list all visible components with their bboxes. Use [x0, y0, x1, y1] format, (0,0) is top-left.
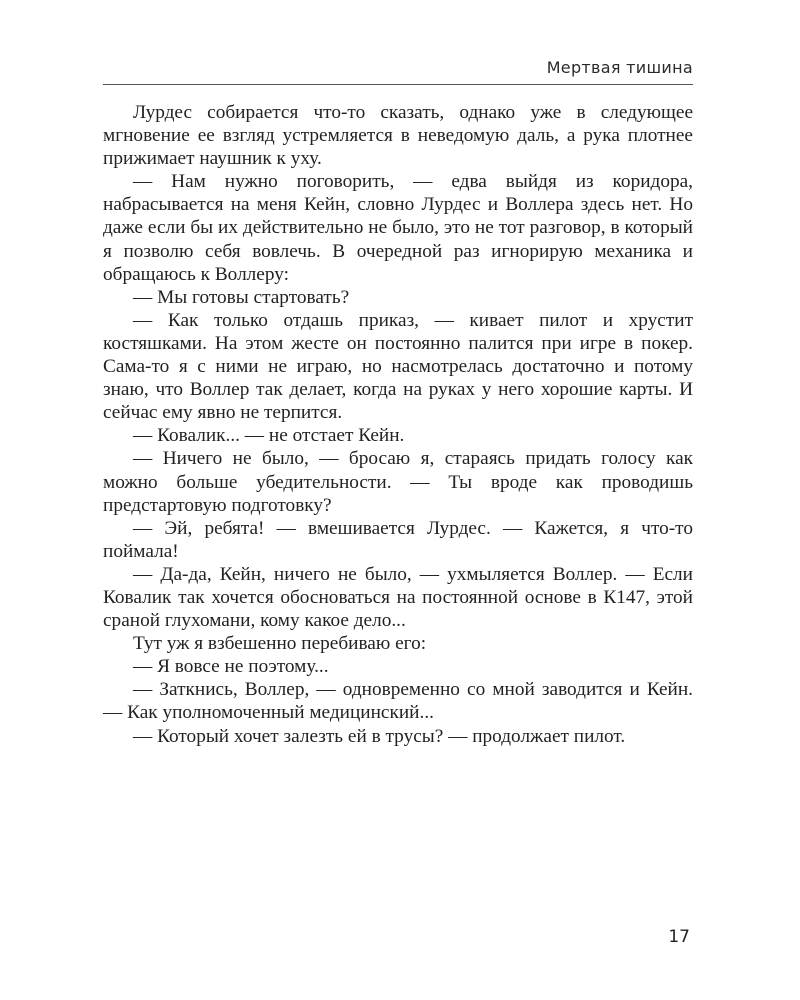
paragraph: — Который хочет залезть ей в трусы? — продолжает пилот.: [133, 725, 626, 747]
paragraph: — Я вовсе не поэтому...: [133, 656, 329, 678]
running-title: Мертвая тишина: [546, 58, 693, 77]
paragraph: — Нам нужно поговорить, — едва выйдя из коридора, набрасывается на меня Кейн, словно Лурдес и Воллера здесь нет. Но даже если бы их действительно не было, это не тот разговор, в который я позволю себя вовлечь. В очередной раз игнорирую механика и обращаюсь к Воллеру:: [103, 171, 693, 285]
paragraph: — Да-да, Кейн, ничего не было, — ухмыляется Воллер. — Если Ковалик так хочется обосноваться на постоянной основе в К147, этой сраной глухомани, кому какое дело...: [103, 563, 693, 632]
header-rule: [103, 84, 693, 85]
page-number: 17: [668, 927, 690, 947]
paragraph: — Эй, ребята! — вмешивается Лурдес. — Кажется, я что-то поймала!: [103, 517, 693, 562]
paragraph: Тут уж я взбешенно перебиваю его:: [133, 633, 427, 655]
paragraph: Лурдес собирается что-то сказать, однако уже в следующее мгновение ее взгляд устремляется в неведомую даль, а рука плотнее прижимает наушник к уху.: [103, 102, 693, 170]
paragraph: — Ничего не было, — бросаю я, стараясь придать голосу как можно больше убедительности. — Ты вроде как проводишь предстартовую подготовку?: [103, 448, 693, 516]
paragraph: — Как только отдашь приказ, — кивает пилот и хрустит костяшками. На этом жесте он постоянно палится при игре в покер. Сама-то я с ними не играю, но насмотрелась достаточно и потому знаю, что Воллер так делает, когда на руках у него хорошие карты. И сейчас ему явно не терпится.: [103, 309, 693, 424]
paragraph: — Заткнись, Воллер, — одновременно со мной заводится и Кейн. — Как уполномоченный медицинский...: [103, 679, 693, 724]
paragraph: — Мы готовы стартовать?: [133, 286, 350, 308]
paragraph: — Ковалик... — не отстает Кейн.: [133, 425, 405, 447]
text-body: [103, 101, 693, 748]
